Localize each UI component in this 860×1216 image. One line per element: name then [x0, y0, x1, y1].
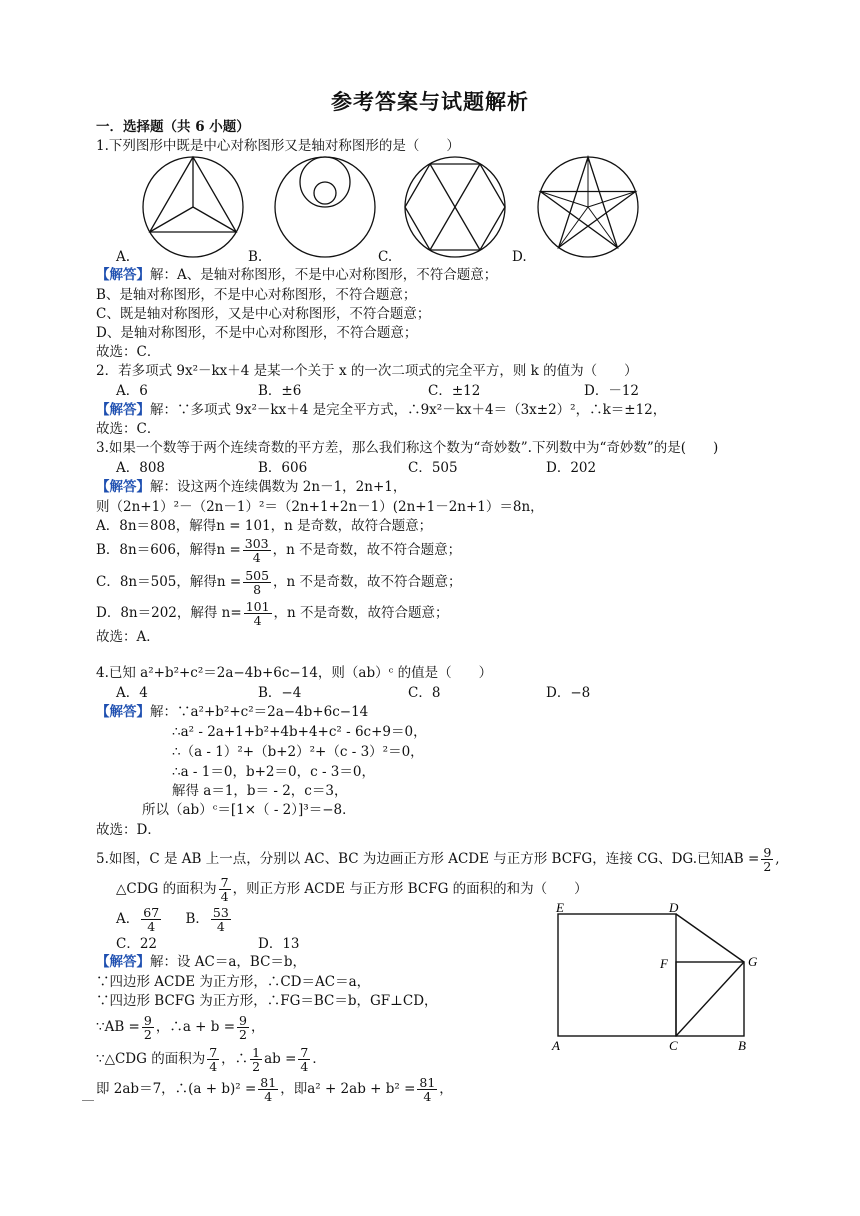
label-b: B — [738, 1038, 746, 1053]
label-g: G — [748, 954, 758, 969]
q5-stem-line-1: 5.如图，C 是 AB 上一点，分别以 AC、BC 为边画正方形 ACDE 与正方形 BCFG，连接 CG、DG.已知AB = $\frac{9}{2}$ , — [96, 845, 780, 874]
q2-option-d: D．－12 — [584, 383, 640, 399]
q3-solution-line-1: 【解答】解：设这两个连续偶数为 2n－1，2n+1， — [96, 479, 407, 495]
q2-option-a: A．6 — [116, 383, 148, 399]
q1-option-c: C. — [378, 249, 393, 265]
q4-option-c: C．8 — [408, 685, 441, 701]
q2-option-c: C．±12 — [428, 383, 481, 399]
q4-solution-line-1: 【解答】解：∵a²+b²+c²＝2a−4b+6c−14 — [96, 704, 369, 720]
q3-solution-line-6: D．8n＝202，解得 n= $\frac{101}{4}$ ，n 不是奇数，故符合题意； — [96, 599, 449, 628]
q1-stem: 1.下列图形中既是中心对称图形又是轴对称图形的是（ ） — [96, 138, 460, 154]
label-f: F — [660, 956, 668, 971]
section-heading: 一．选择题（共 6 小题） — [96, 119, 250, 135]
fraction: $\frac{53}{4}$ — [212, 905, 229, 934]
q2-answer: 故选：C． — [96, 421, 161, 437]
answer-tag: 【解答】 — [96, 267, 150, 283]
q3-solution-line-4: B．8n＝606，解得n = $\frac{303}{4}$ ，n 不是奇数，故不符合题意； — [96, 536, 462, 565]
q5-option-c: C．22 — [116, 936, 158, 952]
q4-stem: 4.已知 a²+b²+c²＝2a−4b+6c−14，则（ab）ᶜ 的值是（ ） — [96, 665, 493, 681]
q5-geometry-figure — [548, 900, 768, 1056]
figure-b-icon — [275, 157, 375, 257]
figure-d-icon — [538, 157, 638, 257]
q5-solution-line-4: ∵AB = $\frac{9}{2}$ ，∴a + b = $\frac{9}{2}$ ， — [96, 1013, 265, 1042]
q3-solution-line-3: A．8n＝808，解得n = 101，n 是奇数，故符合题意； — [96, 518, 433, 534]
q1-solution-line-2: B、是轴对称图形，不是中心对称图形，不符合题意； — [96, 287, 417, 303]
fraction: $\frac{303}{4}$ — [244, 536, 269, 565]
q1-solution-line-4: D、是轴对称图形，不是中心对称图形，不符合题意； — [96, 325, 418, 341]
q5-solution-line-3: ∵四边形 BCFG 为正方形，∴FG＝BC＝b，GF⊥CD， — [96, 993, 438, 1009]
fraction: $\frac{7}{4}$ — [220, 875, 229, 904]
q4-option-d: D．−8 — [546, 685, 591, 701]
q1-option-b: B. — [248, 249, 263, 265]
q1-option-a: A. — [116, 249, 131, 265]
q3-stem: 3.如果一个数等于两个连续奇数的平方差，那么我们称这个数为“奇妙数”.下列数中为“奇妙数”的是( ) — [96, 440, 719, 456]
q1-solution-line-3: C、既是轴对称图形，又是中心对称图形，不符合题意； — [96, 306, 431, 322]
fraction: $\frac{101}{4}$ — [245, 599, 270, 628]
q4-option-b: B．−4 — [258, 685, 302, 701]
fraction: $\frac{67}{4}$ — [143, 905, 160, 934]
fraction: $\frac{9}{2}$ — [763, 845, 772, 874]
q3-answer: 故选：A． — [96, 629, 160, 645]
label-c: C — [669, 1038, 678, 1053]
q4-solution-line-4: ∴a - 1＝0，b+2＝0，c - 3＝0， — [172, 764, 375, 780]
q4-solution-line-5: 解得 a＝1，b＝ - 2，c＝3， — [172, 783, 348, 799]
label-a: A — [552, 1038, 560, 1053]
q3-option-a: A．808 — [116, 460, 166, 476]
label-d: D — [669, 900, 679, 915]
q5-solution-line-6: 即 2ab＝7，∴(a + b)² = $\frac{81}{4}$ ，即a² + 2ab + b² = $\frac{81}{4}$ ， — [96, 1075, 453, 1104]
q2-option-b: B．±6 — [258, 383, 302, 399]
page-corner-mark-left — [82, 1100, 94, 1101]
q3-option-d: D．202 — [546, 460, 597, 476]
page-title: 参考答案与试题解析 — [331, 89, 529, 114]
q4-solution-line-2: ∴a² - 2a+1+b²+4b+4+c² - 6c+9＝0， — [172, 724, 427, 740]
q3-solution-line-5: C．8n＝505，解得n = $\frac{505}{8}$ ，n 不是奇数，故不符合题意； — [96, 568, 462, 597]
q4-option-a: A．4 — [116, 685, 148, 701]
q4-solution-line-6: 所以（ab）ᶜ＝[1×（ - 2）]³＝−8． — [142, 802, 356, 818]
q1-solution-line-1: 【解答】解：A、是轴对称图形，不是中心对称图形，不符合题意； — [96, 267, 498, 283]
q5-solution-line-1: 【解答】解：设 AC＝a，BC＝b， — [96, 954, 307, 970]
q4-answer: 故选：D． — [96, 822, 161, 838]
figure-c-icon — [405, 157, 505, 257]
label-e: E — [556, 900, 564, 915]
q1-answer: 故选：C． — [96, 344, 161, 360]
q3-option-b: B．606 — [258, 460, 308, 476]
q5-solution-line-5: ∵△CDG 的面积为 $\frac{7}{4}$ ，∴ $\frac{1}{2}$ ab = $\frac{7}{4}$ ． — [96, 1045, 326, 1074]
q5-solution-line-2: ∵四边形 ACDE 为正方形，∴CD＝AC＝a， — [96, 974, 371, 990]
q3-option-c: C．505 — [408, 460, 458, 476]
q2-stem: 2．若多项式 9x²－kx＋4 是某一个关于 x 的一次二项式的完全平方，则 k 的值为（ ） — [96, 363, 638, 379]
fraction: $\frac{505}{8}$ — [245, 568, 270, 597]
q4-solution-line-3: ∴（a - 1）²+（b+2）²+（c - 3）²＝0， — [172, 744, 424, 760]
q5-options-row-1: A． $\frac{67}{4}$ B． $\frac{53}{4}$ — [116, 905, 229, 934]
figure-a-icon — [143, 157, 243, 257]
q1-option-d: D. — [512, 249, 527, 265]
q5-option-d: D．13 — [258, 936, 300, 952]
q3-solution-line-2: 则（2n+1）²－（2n－1）²＝（2n+1+2n－1）(2n+1－2n+1）＝8n， — [96, 499, 544, 515]
q5-stem-line-2: △CDG 的面积为 $\frac{7}{4}$ ，则正方形 ACDE 与正方形 BCFG 的面积的和为（ ） — [116, 875, 588, 904]
q2-solution-line-1: 【解答】解：∵多项式 9x²－kx＋4 是完全平方式，∴9x²－kx＋4＝（3x±2）²，∴k＝±12， — [96, 402, 667, 418]
